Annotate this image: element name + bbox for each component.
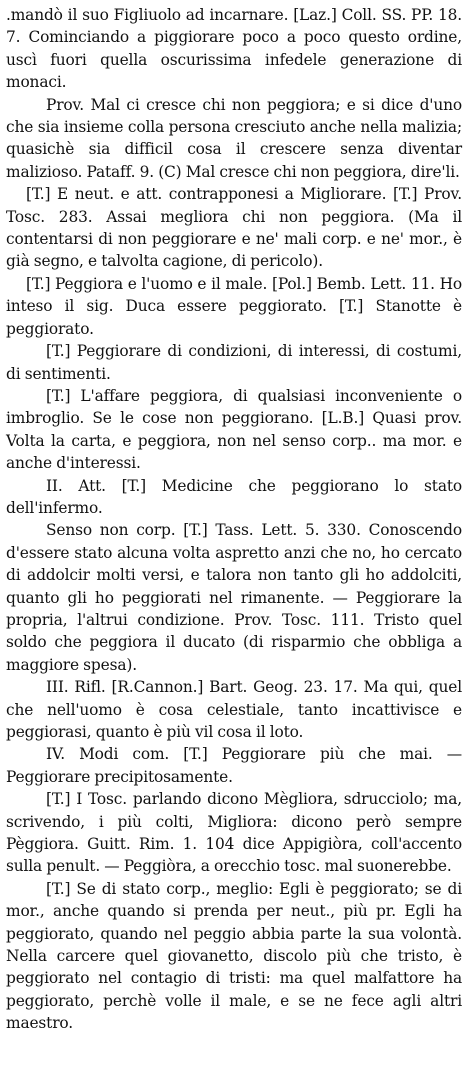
entry-paragraph-neut-att: [T.] E neut. e att. contrapponesi a Migliorare. [T.] Prov. Tosc. 283. Assai megliora chi non peggiora. (Ma il contentarsi di non peggiorare e ne' mali corp. e ne' mor., è già segno, e talvolta cagione, di pericolo).: [6, 185, 462, 271]
entry-paragraph-section-iv: IV. Modi com. [T.] Peggiorare più che mai. — Peggiorare precipitosamente.: [6, 745, 462, 786]
entry-paragraph-tosc-accent: [T.] I Tosc. parlando dicono Mègliora, sdrucciolo; ma, scrivendo, i più colti, Migliora: dicono però sempre Pèggiora. Guitt. Rim. 1. 104 dice Appigiòra, coll'accento sulla penult. — Peggiòra, a orecchio tosc. mal suonerebbe.: [6, 790, 462, 876]
entry-paragraph-peggiora: [T.] Peggiora e l'uomo e il male. [Pol.] Bemb. Lett. 11. Ho inteso il sig. Duca essere peggiorato. [T.] Stanotte è peggiorato.: [6, 274, 462, 338]
entry-paragraph-proverb: Prov. Mal ci cresce chi non peggiora; e si dice d'uno che sia insieme colla persona cresciuto anche nella malizia; quasichè sia difficil cosa il crescere senza diventar malizioso. Pataff. 9. (C) Mal cresce chi non peggiora, dire'li.: [6, 95, 462, 181]
entry-paragraph-senso-non-corp: Senso non corp. [T.] Tass. Lett. 5. 330. Conoscendo d'essere stato alcuna volta aspretto anzi che no, ho cercato di addolcir molti versi, e talora non tanto gli ho addolciti, quanto gli ho peggiorati nel rimanente. — Peggiorare la propria, l'altrui condizione. Prov. Tosc. 111. Tristo quel soldo che peggiora il ducato (di risparmio che obbliga a maggiore spesa).: [6, 521, 462, 674]
entry-paragraph-section-ii: II. Att. [T.] Medicine che peggiorano lo stato dell'infermo.: [6, 476, 462, 517]
entry-paragraph-section-iii: III. Rifl. [R.Cannon.] Bart. Geog. 23. 17. Ma qui, quel che nell'uomo è cosa celestiale, tanto incattivisce e peggiorasi, quanto è più vil cosa il loto.: [6, 678, 462, 741]
entry-paragraph-affare: [T.] L'affare peggiora, di qualsiasi inconveniente o imbroglio. Se le cose non peggiorano. [L.B.] Quasi prov. Volta la carta, e peggiora, non nel senso corp.. ma mor. e anche d'interessi.: [6, 386, 462, 473]
entry-paragraph-1: .mandò il suo Figliuolo ad incarnare. [Laz.] Coll. SS. PP. 18. 7. Cominciando a piggiorare poco a poco questo ordine, uscì fuori quella oscurissima infedele generazione di monaci.: [6, 6, 462, 92]
entry-paragraph-condizioni: [T.] Peggiorare di condizioni, di interessi, di costumi, di sentimenti.: [6, 342, 462, 383]
entry-paragraph-stato-corp: [T.] Se di stato corp., meglio: Egli è peggiorato; se di mor., anche quando si prenda per neut., più pr. Egli ha peggiorato, quando nel peggio abbia parte la sua volontà. Nella carcere quel giovanetto, discolo più che tristo, è peggiorato nel contagio di tristi: ma quel malfattore ha peggiorato, perchè volle il male, e se ne fece agli altri maestro.: [6, 879, 462, 1033]
